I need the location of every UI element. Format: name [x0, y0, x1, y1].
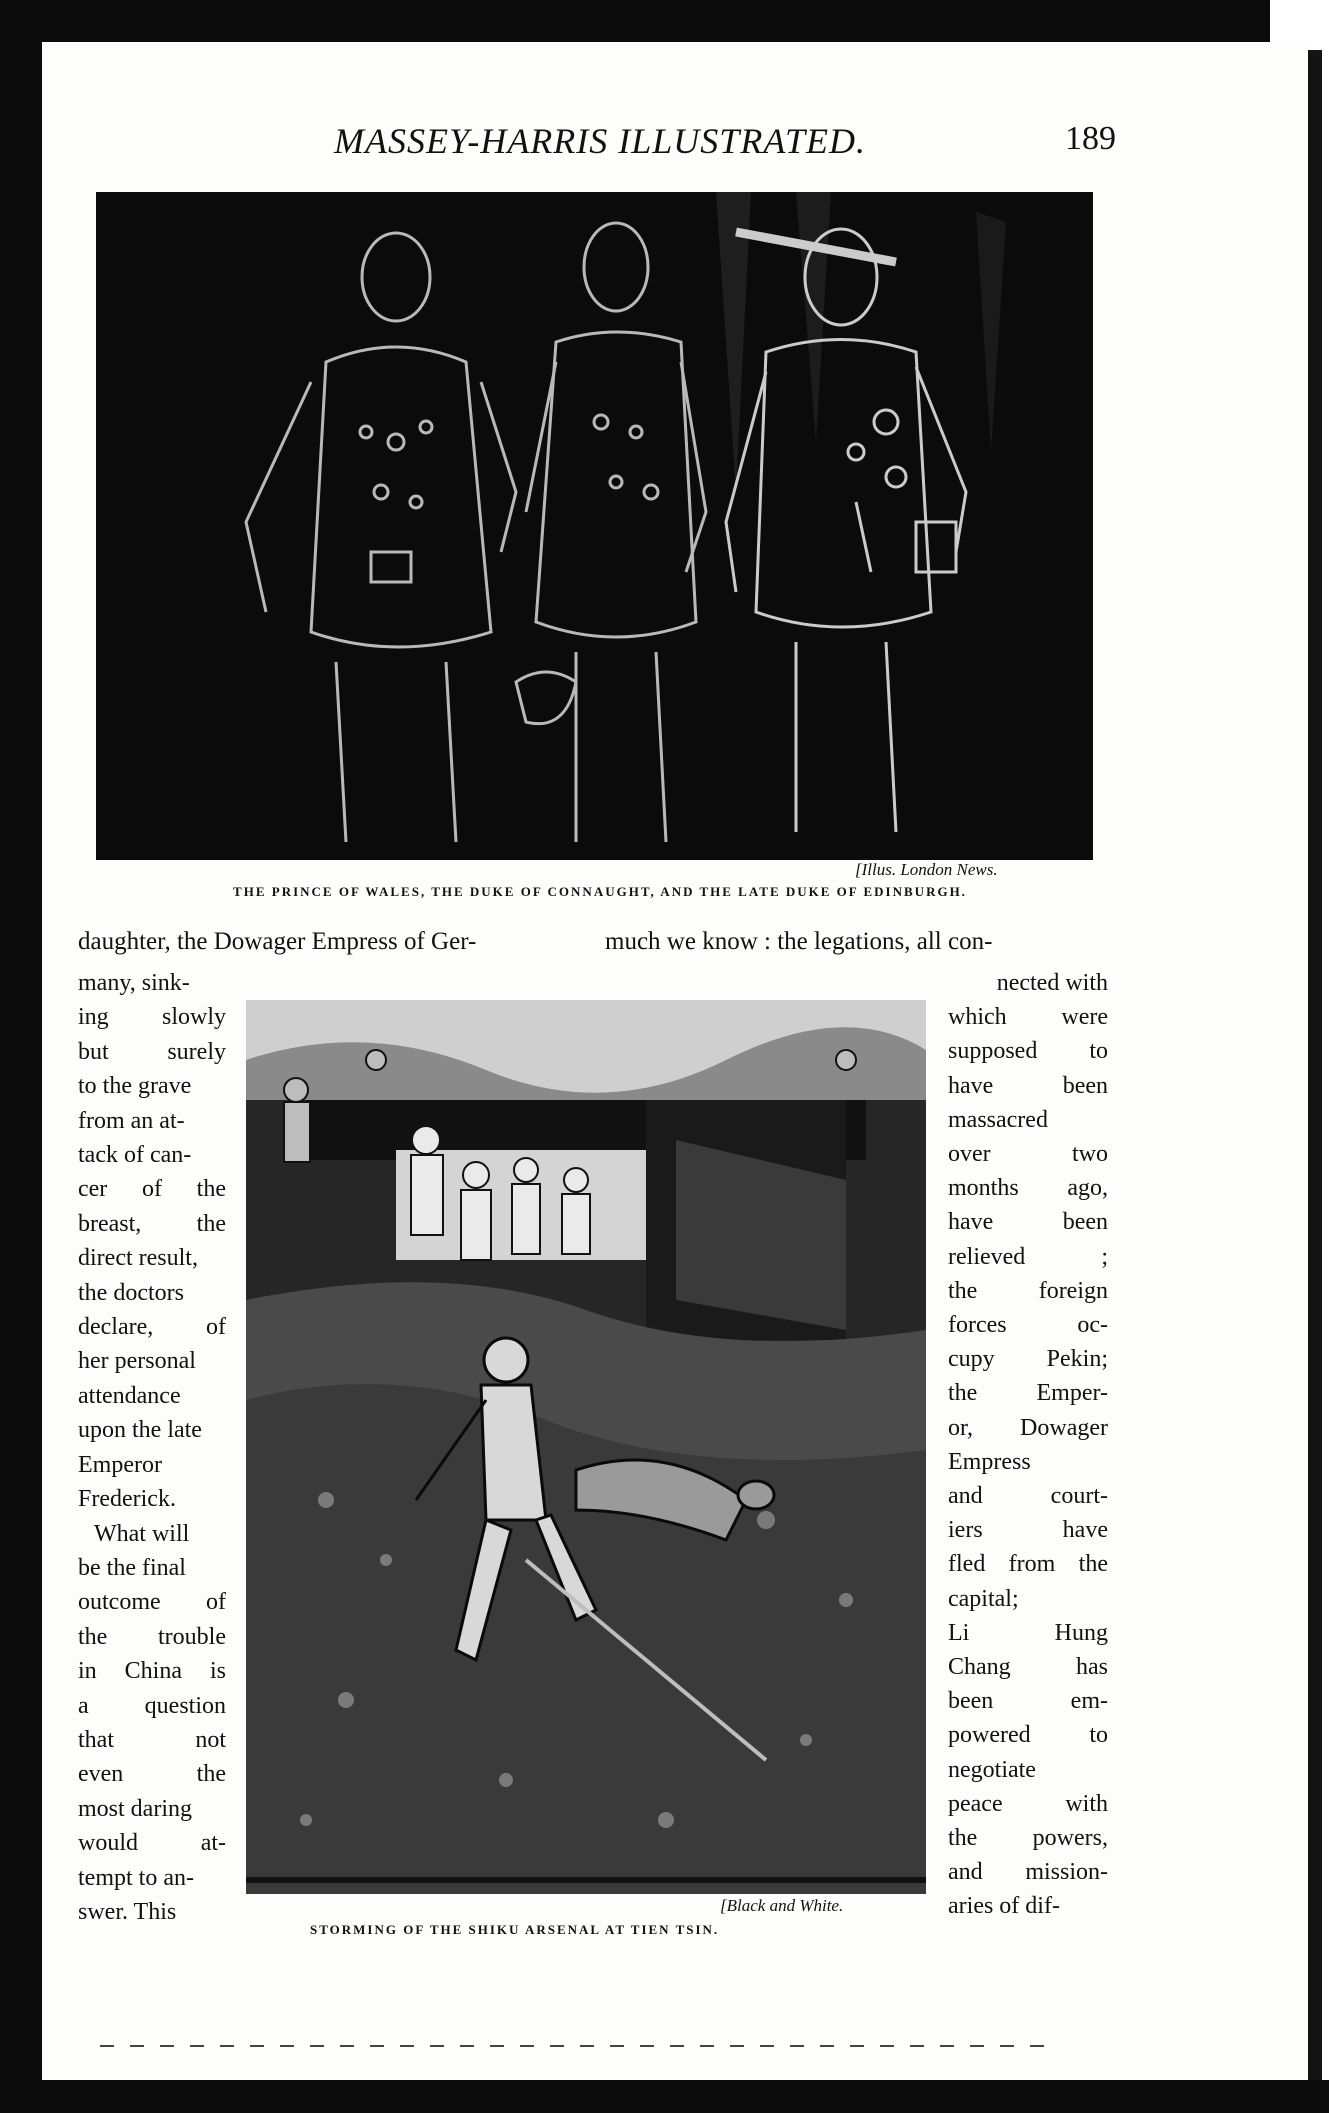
left-column-line: from an at-	[78, 1107, 185, 1134]
left-column-line: declare, of	[78, 1314, 226, 1341]
royal-portrait-figures	[96, 192, 1093, 860]
left-column-line: swer. This	[78, 1898, 177, 1925]
left-column-line: but surely	[78, 1038, 226, 1065]
scan-border-left	[0, 30, 42, 2113]
right-column-line: which were	[948, 1004, 1108, 1031]
right-column-line: been em-	[948, 1688, 1108, 1715]
scan-border-bottom	[0, 2080, 1329, 2113]
right-column-line: and court-	[948, 1483, 1108, 1510]
right-column-line: the Emper-	[948, 1380, 1108, 1407]
left-column-line: direct result,	[78, 1245, 198, 1272]
right-column-line: nected with	[996, 970, 1108, 996]
right-column-line: or, Dowager	[948, 1414, 1108, 1441]
left-column-line: be the final	[78, 1554, 186, 1581]
photo-credit-illus-london-news: [Illus. London News.	[855, 860, 998, 879]
scan-border-right	[1308, 50, 1322, 2080]
left-column-line: in China is	[78, 1658, 226, 1685]
left-column-line: most daring	[78, 1795, 192, 1822]
left-column-line: upon the late	[78, 1417, 202, 1444]
left-column-line: would at-	[78, 1830, 226, 1857]
running-header: MASSEY-HARRIS ILLUSTRATED.	[334, 121, 866, 161]
left-column-line: tempt to an-	[78, 1864, 194, 1891]
right-column-line: Empress	[948, 1448, 1031, 1475]
body-first-line-left: daughter, the Dowager Empress of Ger-	[78, 928, 477, 955]
right-column-line: have been	[948, 1209, 1108, 1236]
left-column-line: breast, the	[78, 1210, 226, 1237]
right-column-line: the powers,	[948, 1825, 1108, 1852]
right-column-line: and mission-	[948, 1859, 1108, 1886]
left-column-line: outcome of	[78, 1589, 226, 1616]
right-column-line: relieved ;	[948, 1243, 1108, 1270]
left-column-line: the doctors	[78, 1279, 184, 1306]
right-column-line: Chang has	[948, 1654, 1108, 1681]
scan-border-top	[0, 0, 1270, 42]
royal-portrait-photo	[96, 192, 1093, 860]
right-column-line: fled from the	[948, 1551, 1108, 1578]
right-column-line: peace with	[948, 1790, 1108, 1817]
photo-caption-royals: THE PRINCE OF WALES, THE DUKE OF CONNAUGHT, AND THE LATE DUKE OF EDINBURGH.	[233, 884, 967, 899]
bottom-rule	[100, 2045, 1060, 2047]
left-column-line: the trouble	[78, 1623, 226, 1650]
left-column-line: cer of the	[78, 1176, 226, 1203]
left-column-line: many, sink-	[78, 970, 190, 996]
left-text-column	[78, 966, 226, 1929]
body-first-line-right: much we know : the legations, all con-	[605, 928, 993, 955]
left-column-line: tack of can-	[78, 1142, 192, 1169]
right-column-line: the foreign	[948, 1277, 1108, 1304]
right-column-line: supposed to	[948, 1038, 1108, 1065]
right-text-column	[948, 966, 1108, 1924]
left-column-line: a question	[78, 1692, 226, 1719]
right-column-line: aries of dif-	[948, 1893, 1060, 1920]
left-column-line: ing slowly	[78, 1004, 226, 1031]
right-column-line: massacred	[948, 1106, 1048, 1133]
right-column-line: cupy Pekin;	[948, 1346, 1108, 1373]
storming-arsenal-illustration	[246, 1000, 926, 1894]
right-column-line: Li Hung	[948, 1619, 1108, 1646]
left-column-line: to the grave	[78, 1073, 192, 1100]
right-column-line: months ago,	[948, 1175, 1108, 1202]
left-column-line: What will	[94, 1520, 190, 1547]
illustration-credit-black-and-white: [Black and White.	[720, 1896, 844, 1915]
left-column-line: her personal	[78, 1348, 196, 1375]
left-column-line: Emperor	[78, 1451, 162, 1478]
right-column-line: negotiate	[948, 1756, 1036, 1783]
illustration-caption-arsenal: STORMING OF THE SHIKU ARSENAL AT TIEN TSIN.	[310, 1922, 720, 1937]
right-column-line: powered to	[948, 1722, 1108, 1749]
right-column-line: have been	[948, 1072, 1108, 1099]
left-column-line: Frederick.	[78, 1486, 176, 1513]
battle-scene-engraving	[246, 1000, 926, 1894]
right-column-line: over two	[948, 1141, 1108, 1168]
left-column-line: that not	[78, 1726, 226, 1753]
left-column-line: attendance	[78, 1382, 181, 1409]
right-column-line: forces oc-	[948, 1312, 1108, 1339]
left-column-line: even the	[78, 1761, 226, 1788]
page-number: 189	[1065, 120, 1116, 157]
right-column-line: iers have	[948, 1517, 1108, 1544]
right-column-line: capital;	[948, 1585, 1019, 1612]
